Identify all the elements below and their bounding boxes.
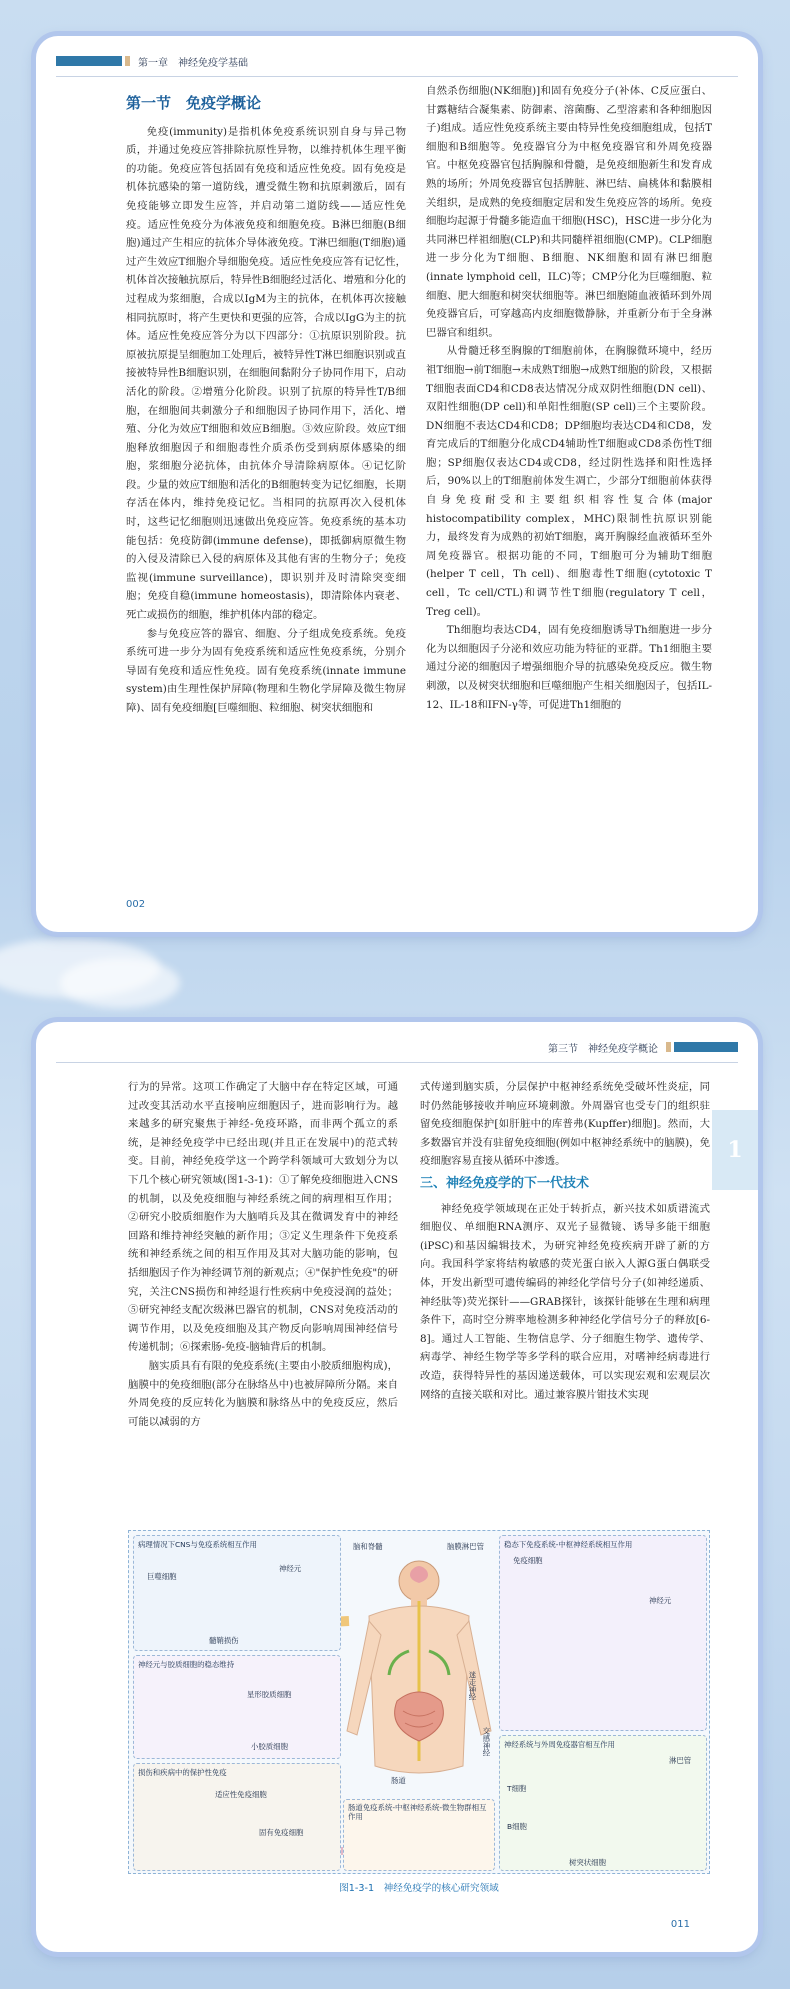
label-gut: 肠道 (391, 1776, 406, 1785)
label-dendritic: 树突状细胞 (569, 1858, 606, 1867)
chapter-header-text: 第一章 神经免疫学基础 (138, 57, 248, 69)
section-header-text: 第三节 神经免疫学概论 (548, 1043, 658, 1055)
label-vagus: 迷走神经 (468, 1671, 477, 1701)
text-column-left (126, 92, 406, 718)
human-body-icon (347, 1561, 491, 1773)
section-header (548, 1034, 738, 1060)
label-neuron-right: 神经元 (649, 1596, 672, 1605)
label-t-cell: T细胞 (507, 1784, 527, 1793)
subsection-title: 三、神经免疫学的下一代技术 (420, 1175, 590, 1191)
panel-homeostasis (133, 1655, 341, 1759)
label-b-cell: B细胞 (507, 1822, 527, 1831)
paragraph: 行为的异常。这项工作确定了大脑中存在特定区域，可通过改变其活动水平直接响应细胞因子，进而影响行为。越来越多的研究聚焦于神经-免疫环路，而非两个孤立的系统，是神经免疫学中已经出现(并且正在发展中)的范式转变。目前，神经免疫学这一个跨学科领域可大致划分为以下几个核心研究领域(图1-3-1)：①了解免疫细胞进入CNS的机制，以及免疫细胞与神经系统之间的病理相互作用；②研究小胶质细胞作为大脑哨兵及其在微调发育中的神经回路和维持神经突触的新作用；③定义生理条件下免疫系统和神经系统之间的相互作用及其对大脑功能的影响，包括细胞因子作为神经调节剂的新观点；④"保护性免疫"的研究，关注CNS损伤和神经退行性疾病中免疫浸润的益处；⑤研究神经支配次级淋巴器官的机制，CNS对免疫活动的调节作用，以及免疫细胞及其产物反向影响周围神经信号传递机制；⑥探索肠-免疫-脑轴背后的机制。 (128, 1081, 398, 1354)
chapter-header (56, 48, 248, 74)
book-page-left (36, 36, 758, 932)
page-number: 002 (126, 899, 146, 910)
panel-title: 病理情况下CNS与免疫系统相互作用 (138, 1540, 257, 1549)
background-cloud (60, 958, 180, 1008)
text-column-right (426, 82, 712, 714)
paragraph: 免疫(immunity)是指机体免疫系统识别自身与异己物质，并通过免疫应答排除抗原性异物，以维持机体生理平衡的功能。免疫应答包括固有免疫和适应性免疫。固有免疫是机体抗感染的第一道防线，遭受微生物和抗原刺激后，固有免疫能够立即发生应答，并启动第二道防线——适应性免疫。适应性免疫分为体液免疫和细胞免疫。B淋巴细胞(B细胞)通过产生相应的抗体介导体液免疫。T淋巴细胞(T细胞)通过产生效应T细胞介导细胞免疫。适应性免疫应答有记忆性，机体首次接触抗原后，特异性B细胞经过活化、增殖和分化的过程成为浆细胞，合成以IgM为主的抗体，在机体再次接触相同抗原时，将产生更快和更强的应答，合成以IgG为主的抗体。适应性免疫应答分为以下四部分：①抗原识别阶段。抗原被抗原提呈细胞加工处理后，被特异性T淋巴细胞识别或直接被特异性B细胞识别，在细胞间黏附分子协同作用下，启动活化的阶段。②增殖分化阶段。识别了抗原的特异性T/B细胞，在细胞间共刺激分子和细胞因子协同作用下，活化、增殖、分化为效应T细胞和效应B细胞。③效应阶段。效应T细胞释放细胞因子和细胞毒性介质杀伤受到病原体感染的细胞，浆细胞分泌抗体，由抗体介导清除病原体。④记忆阶段。少量的效应T细胞和活化的B细胞转变为记忆细胞，长期存活在体内，维持免疫记忆。当相同的抗原再次入侵机体时，这些记忆细胞则迅速做出免疫应答。免疫系统的基本功能包括：免疫防御(immune defense)，即抵御病原微生物的入侵及清除已入侵的病原体及其他有害的生物分子；免疫监视(immune surveillance)，即识别并及时清除突变细胞；免疫自稳(immune homeostasis)，即清除体内衰老、死亡或损伤的细胞，维护机体内部的稳定。 (126, 125, 406, 622)
label-myelin-damage: 髓鞘损伤 (209, 1636, 239, 1645)
chapter-side-tab: 1 (712, 1110, 758, 1190)
panel-title: 神经系统与外周免疫器官相互作用 (504, 1740, 615, 1749)
header-accent-mark (125, 56, 130, 66)
figure-core-research-areas (128, 1530, 710, 1874)
label-macrophage: 巨噬细胞 (147, 1572, 177, 1581)
header-accent-bar (674, 1042, 738, 1052)
label-microglia: 小胶质细胞 (251, 1742, 288, 1751)
paragraph: 参与免疫应答的器官、细胞、分子组成免疫系统。免疫系统可进一步分为固有免疫系统和适应性免疫系统，分别介导固有免疫和适应性免疫。固有免疫系统(innate immune system)由生理性保护屏障(物理和生物化学屏障及微生物屏障)、固有免疫细胞[巨噬细胞、粒细胞、树突状细胞和 (126, 627, 406, 714)
paragraph: 神经免疫学领域现在正处于转折点，新兴技术如质谱流式细胞仪、单细胞RNA测序、双光子显微镜、诱导多能干细胞(iPSC)和基因编辑技术，为研究神经免疫疾病开辟了新的方向。我国科学家将结构敏感的荧光蛋白嵌入人源G蛋白偶联受体，开发出新型可遗传编码的神经化学信号分子(如神经递质、神经肽等)荧光探针——GRAB探针，该探针能够在生理和病理条件下，高时空分辨率地检测多种神经化学信号分子的释放[6-8]。通过人工智能、生物信息学、分子细胞生物学、遗传学、病毒学、神经生物学等多学科的联合应用，对嗜神经病毒进行改造，获得特异性的基因递送载体，可以实现宏观和宏观层次网络的直接关联和对比。通过兼容膜片钳技术实现 (420, 1202, 710, 1401)
label-immune-cells: 免疫细胞 (513, 1556, 543, 1565)
paragraph: 自然杀伤细胞(NK细胞)]和固有免疫分子(补体、C反应蛋白、甘露糖结合凝集素、防御素、溶菌酶、乙型溶素和各种细胞因子)组成。适应性免疫系统主要由特异性免疫细胞组成，包括T细胞和B细胞等。免疫器官分为中枢免疫器官和外周免疫器官。中枢免疫器官包括胸腺和骨髓，是免疫细胞新生和发育成熟的场所；外周免疫器官包括脾脏、淋巴结、扁桃体和黏膜相关组织，是成熟的免疫细胞定居和发生免疫应答的场所。免疫细胞均起源于骨髓多能造血干细胞(HSC)，HSC进一步分化为共同淋巴样祖细胞(CLP)和共同髓样祖细胞(CMP)。CLP细胞进一步分化为T细胞、B细胞、NK细胞和固有淋巴细胞(innate lymphoid cell，ILC)等；CMP分化为巨噬细胞、粒细胞、肥大细胞和树突状细胞等。淋巴细胞随血液循环到外周免疫器官后，可穿越高内皮细胞微静脉，并重新分布于全身淋巴器官和组织。 (426, 85, 712, 339)
text-column-right (420, 1078, 710, 1404)
header-divider (56, 76, 738, 77)
panel-title: 损伤和疾病中的保护性免疫 (138, 1768, 227, 1777)
panel-gut-brain (343, 1799, 495, 1871)
header-divider (56, 1062, 738, 1063)
label-lymph-vessel: 淋巴管 (669, 1756, 692, 1765)
label-neuron: 神经元 (279, 1564, 302, 1573)
label-adaptive-immune: 适应性免疫细胞 (215, 1790, 267, 1799)
paragraph: 式传递到脑实质，分层保护中枢神经系统免受破坏性炎症，同时仍然能够接收并响应环境刺激。外周器官也受专门的组织驻留免疫细胞保护[如肝脏中的库普弗(Kupffer)细胞]。然而，大多数器官并没有驻留免疫细胞(例如中枢神经系统中的脑膜)，免疫细胞容易直接从循环中渗透。 (420, 1081, 710, 1168)
section-title: 第一节 免疫学概论 (126, 94, 262, 112)
panel-cns-pathology (133, 1535, 341, 1651)
header-accent-bar (56, 56, 122, 66)
paragraph: Th细胞均表达CD4，固有免疫细胞诱导Th细胞进一步分化为以细胞因子分泌和效应功能为特征的亚群。Th1细胞主要通过分泌的细胞因子增强细胞介导的抗感染免疫反应。微生物刺激，以及树突状细胞和巨噬细胞产生相关细胞因子，包括IL-12、IL-18和IFN-γ等，可促进Th1细胞的 (426, 624, 712, 711)
page-number: 011 (670, 1919, 690, 1930)
figure-caption: 图1-3-1 神经免疫学的核心研究领域 (339, 1883, 499, 1894)
label-brain-spinal: 脑和脊髓 (353, 1542, 383, 1551)
book-page-right (36, 1022, 758, 1952)
panel-title: 稳态下免疫系统-中枢神经系统相互作用 (504, 1540, 633, 1549)
paragraph: 从骨髓迁移至胸腺的T细胞前体，在胸腺微环境中，经历祖T细胞→前T细胞→未成熟T细胞→成熟T细胞的阶段，又根据T细胞表面CD4和CD8表达情况分成双阴性细胞(DN cell)、双阳性细胞(DP cell)和单阳性细胞(SP cell)三个主要阶段。DN细胞不表达CD4和CD8；DP细胞均表达CD4和CD8，发育完成后的T细胞分化成CD4辅助性T细胞或CD8杀伤性T细胞；SP细胞仅表达CD4或CD8，经过阴性选择和阳性选择后，90%以上的T细胞前体发生凋亡，少部分T细胞前体获得自身免疫耐受和主要组织相容性复合体(major histocompatibility complex，MHC)限制性抗原识别能力，最终发育为成熟的初始T细胞，离开胸腺经血液循环至外周免疫器官。根据功能的不同，T细胞可分为辅助T细胞(helper T cell，Th cell)、细胞毒性T细胞(cytotoxic T cell，Tc cell/CTL)和调节性T细胞(regulatory T cell，Treg cell)。 (426, 345, 712, 618)
paragraph: 脑实质具有有限的免疫系统(主要由小胶质细胞构成)，脑膜中的免疫细胞(部分在脉络丛中)也被屏障所分隔。来自外周免疫的反应转化为脑膜和脉络丛中的免疫反应，然后可能以减弱的方 (128, 1359, 398, 1428)
panel-protective-immunity (133, 1763, 341, 1871)
label-sympathetic: 交感神经 (482, 1727, 491, 1757)
header-accent-mark (666, 1042, 671, 1052)
label-meningeal-lymph: 脑膜淋巴管 (447, 1542, 484, 1551)
panel-title: 肠道免疫系统-中枢神经系统-微生物群相互作用 (348, 1803, 487, 1821)
text-column-left (128, 1078, 398, 1431)
panel-title: 神经元与胶质细胞的稳态维持 (138, 1660, 235, 1669)
label-astrocyte: 星形胶质细胞 (247, 1690, 292, 1699)
label-innate-immune: 固有免疫细胞 (259, 1828, 304, 1837)
